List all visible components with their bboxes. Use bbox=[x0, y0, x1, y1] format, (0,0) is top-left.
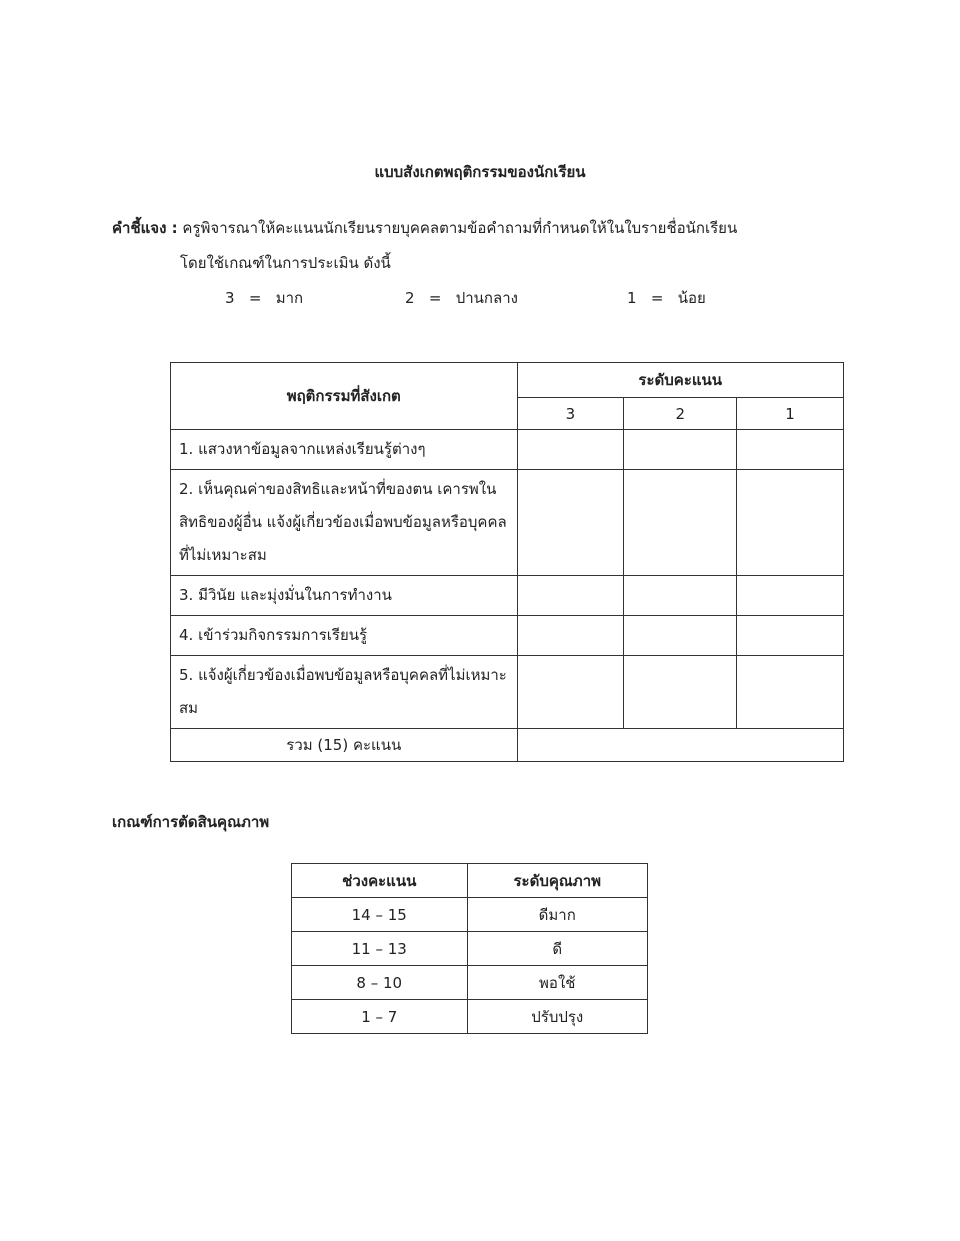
page-title: แบบสังเกตพฤติกรรมของนักเรียน bbox=[374, 163, 586, 181]
score-column-2: 2 bbox=[624, 398, 737, 430]
score-cell[interactable] bbox=[737, 576, 844, 616]
criteria-range: 11 – 13 bbox=[292, 932, 468, 966]
score-cell[interactable] bbox=[624, 470, 737, 576]
instructions-line-2: โดยใช้เกณฑ์ในการประเมิน ดังนี้ bbox=[180, 254, 391, 272]
header-score-range: ช่วงคะแนน bbox=[292, 864, 468, 898]
scale-item-3: 3 = มาก bbox=[225, 289, 304, 307]
score-cell[interactable] bbox=[517, 430, 624, 470]
criteria-quality: ปรับปรุง bbox=[467, 1000, 648, 1034]
total-label: รวม (15) คะแนน bbox=[171, 729, 518, 762]
behavior-row-1: 1. แสวงหาข้อมูลจากแหล่งเรียนรู้ต่างๆ bbox=[171, 430, 518, 470]
score-cell[interactable] bbox=[737, 470, 844, 576]
score-cell[interactable] bbox=[517, 656, 624, 729]
criteria-quality: พอใช้ bbox=[467, 966, 648, 1000]
score-cell[interactable] bbox=[737, 430, 844, 470]
scale-item-2: 2 = ปานกลาง bbox=[405, 289, 518, 307]
score-cell[interactable] bbox=[624, 576, 737, 616]
score-cell[interactable] bbox=[737, 656, 844, 729]
score-column-1: 1 bbox=[737, 398, 844, 430]
score-cell[interactable] bbox=[624, 656, 737, 729]
criteria-title: เกณฑ์การตัดสินคุณภาพ bbox=[112, 813, 270, 831]
scale-item-1: 1 = น้อย bbox=[627, 289, 706, 307]
behavior-row-3: 3. มีวินัย และมุ่งมั่นในการทำงาน bbox=[171, 576, 518, 616]
instructions bbox=[112, 218, 872, 238]
observation-table bbox=[170, 362, 844, 762]
score-cell[interactable] bbox=[624, 616, 737, 656]
criteria-quality: ดีมาก bbox=[467, 898, 648, 932]
header-behavior: พฤติกรรมที่สังเกต bbox=[171, 363, 518, 430]
criteria-range: 8 – 10 bbox=[292, 966, 468, 1000]
criteria-table bbox=[291, 863, 648, 1034]
total-score-cell[interactable] bbox=[517, 729, 844, 762]
score-cell[interactable] bbox=[517, 470, 624, 576]
score-column-3: 3 bbox=[517, 398, 624, 430]
header-score-level: ระดับคะแนน bbox=[517, 363, 844, 398]
header-quality-level: ระดับคุณภาพ bbox=[467, 864, 648, 898]
instructions-line-1: ครูพิจารณาให้คะแนนนักเรียนรายบุคคลตามข้อคำถามที่กำหนดให้ในใบรายชื่อนักเรียน bbox=[182, 219, 738, 237]
score-cell[interactable] bbox=[517, 576, 624, 616]
behavior-row-5: 5. แจ้งผู้เกี่ยวข้องเมื่อพบข้อมูลหรือบุคคลที่ไม่เหมาะสม bbox=[171, 656, 518, 729]
criteria-range: 1 – 7 bbox=[292, 1000, 468, 1034]
behavior-row-4: 4. เข้าร่วมกิจกรรมการเรียนรู้ bbox=[171, 616, 518, 656]
behavior-row-2: 2. เห็นคุณค่าของสิทธิและหน้าที่ของตน เคารพในสิทธิของผู้อื่น แจ้งผู้เกี่ยวข้องเมื่อพบข้อมูลหรือบุคคลที่ไม่เหมาะสม bbox=[171, 470, 518, 576]
score-cell[interactable] bbox=[737, 616, 844, 656]
score-cell[interactable] bbox=[517, 616, 624, 656]
instructions-label: คำชี้แจง : bbox=[112, 219, 178, 237]
criteria-range: 14 – 15 bbox=[292, 898, 468, 932]
criteria-quality: ดี bbox=[467, 932, 648, 966]
score-cell[interactable] bbox=[624, 430, 737, 470]
